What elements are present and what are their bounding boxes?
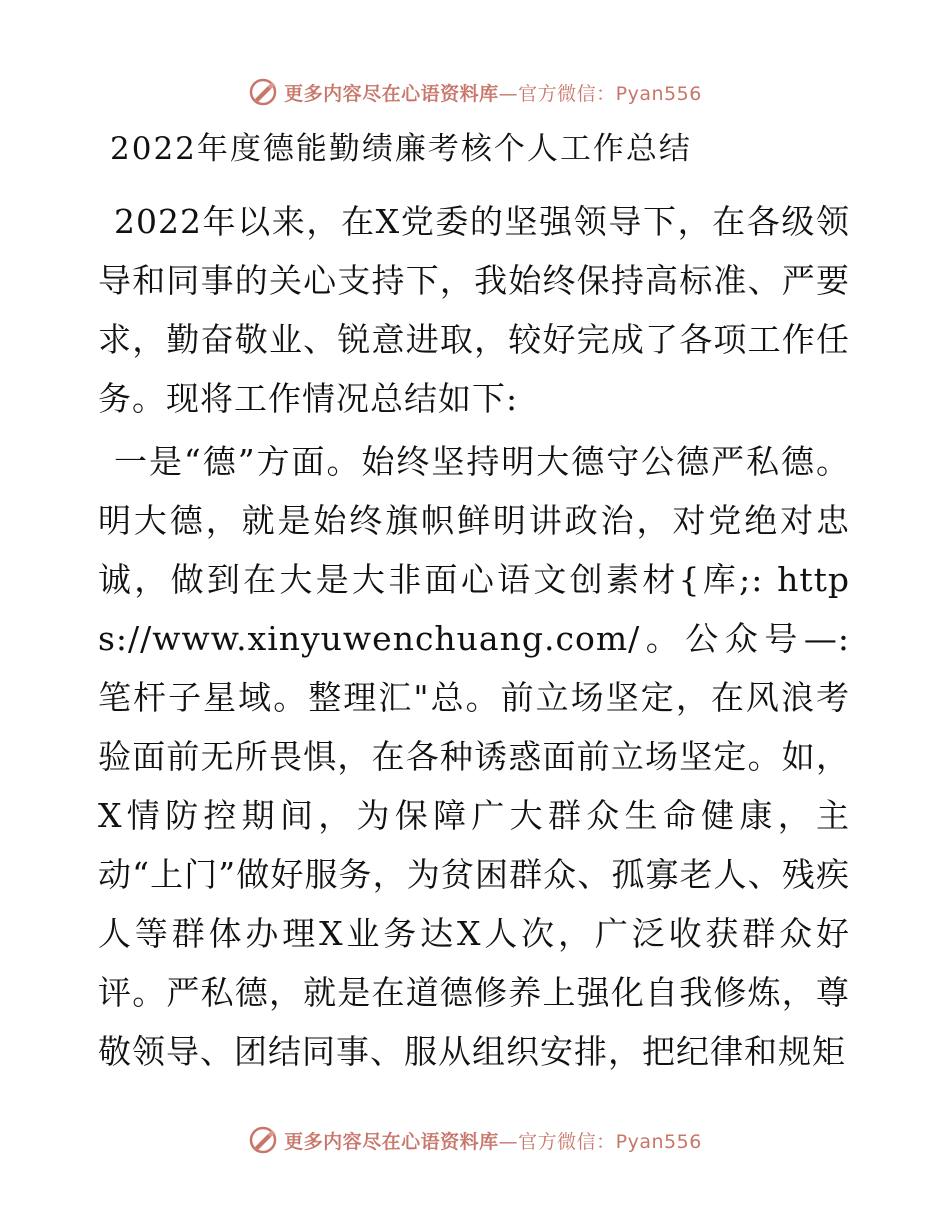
watermark-wechat: 官方微信：Pyan556 (518, 1130, 702, 1153)
watermark-wechat: 官方微信：Pyan556 (518, 82, 702, 105)
watermark-separator: — (498, 1130, 519, 1153)
document-title: 2022年度德能勤绩廉考核个人工作总结 (110, 131, 692, 167)
watermark-main: 更多内容尽在心语资料库 (284, 82, 499, 105)
pen-logo-icon (248, 77, 278, 107)
paragraph-morality: 一是“德”方面。始终坚持明大德守公德严私德。明大德，就是始终旗帜鲜明讲政治，对党绝对忠诚，做到在大是大非面心语文创素材{库;: https://www.xinyuwenchuang.com/。公众号—: 笔杆子星域。整理汇"总。前立场坚定，在风浪考验面前无所畏惧，在各种诱惑面前立场坚定。如，X情防控期间，为保障广大群众生命健康，主动“上门”做好服务，为贫困群众、孤寡老人、残疾人等群体办理X业务达X人次，广泛收获群众好评。严私德，就是在道德修养上强化自我修炼，尊敬领导、团结同事、服从组织安排，把纪律和规矩 (98, 442, 850, 1071)
watermark-text (284, 79, 702, 106)
paragraph-intro: 2022年以来，在X党委的坚强领导下，在各级领导和同事的关心支持下，我始终保持高标准、严要求，勤奋敬业、锐意进取，较好完成了各项工作任务。现将工作情况总结如下: (98, 202, 850, 418)
watermark-text (284, 1127, 702, 1154)
header-watermark (0, 72, 950, 112)
watermark-separator: — (498, 82, 519, 105)
pen-logo-icon (248, 1125, 278, 1155)
watermark-main: 更多内容尽在心语资料库 (284, 1130, 499, 1153)
footer-watermark (0, 1120, 950, 1160)
